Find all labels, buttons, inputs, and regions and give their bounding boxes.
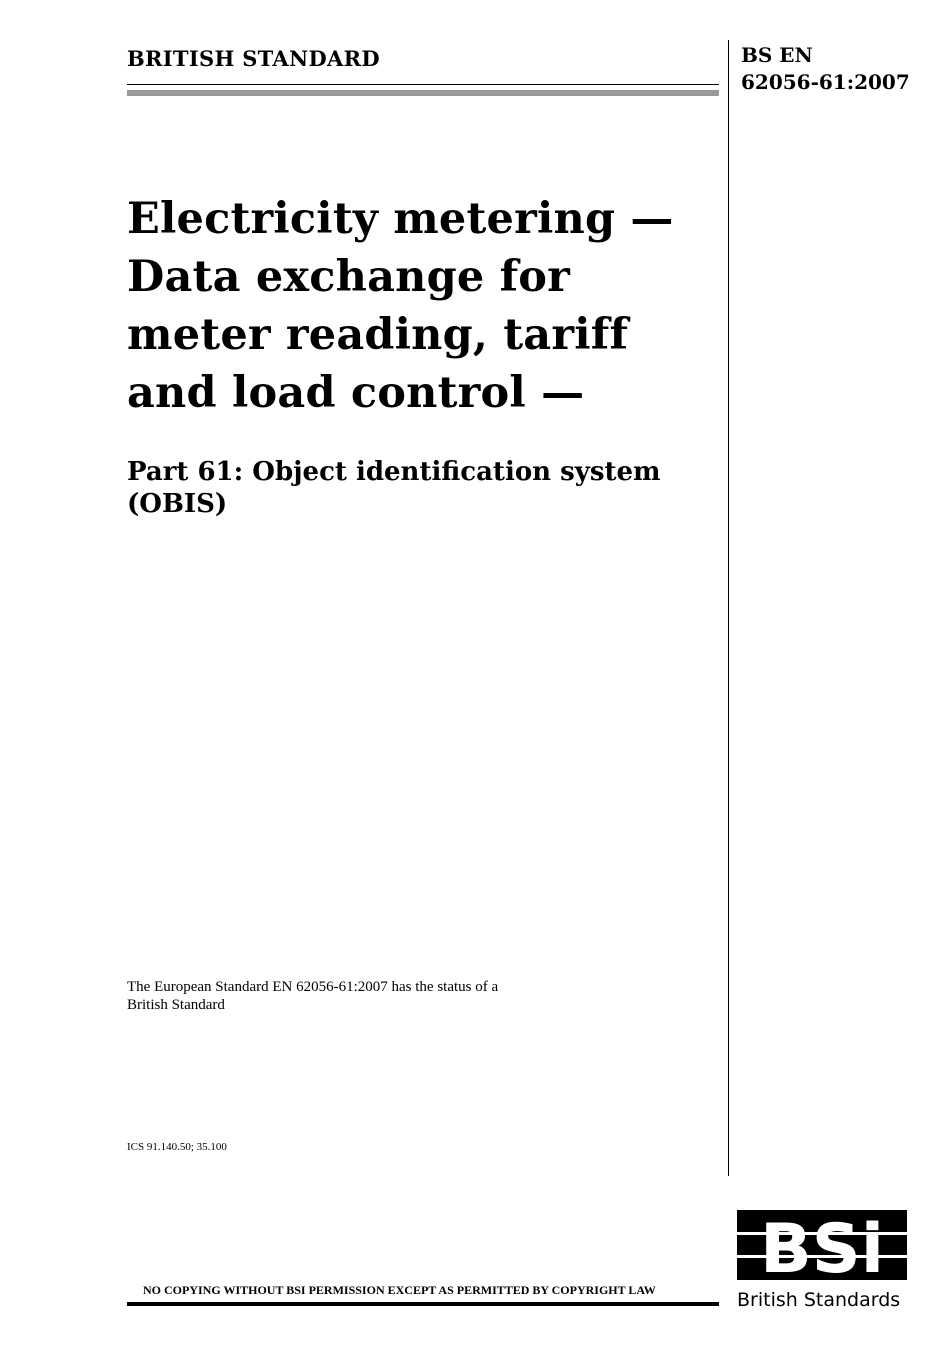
main-title <box>127 190 717 422</box>
header-label: BRITISH STANDARD <box>127 46 380 71</box>
main-title-line: meter reading, tariff <box>127 310 629 360</box>
header-rule-thick <box>127 90 719 96</box>
main-title-line: and load control — <box>127 368 585 418</box>
standard-number-line: BS EN <box>741 43 813 67</box>
status-note-line: The European Standard EN 62056-61:2007 has the status of a <box>127 979 499 995</box>
bsi-logo-icon <box>737 1210 907 1280</box>
sub-title-line: Part 61: Object identification system <box>127 457 661 487</box>
standard-number-line: 62056-61:2007 <box>741 70 910 94</box>
main-title-line: Electricity metering — <box>127 194 674 244</box>
main-title-line: Data exchange for <box>127 252 571 302</box>
sub-title <box>127 456 717 520</box>
bsi-logo-caption: British Standards <box>737 1289 901 1311</box>
vertical-divider <box>728 40 729 1176</box>
header-rule-thin <box>127 84 719 85</box>
status-note-line: British Standard <box>127 997 225 1013</box>
standard-number <box>741 42 910 96</box>
copyright-notice: NO COPYING WITHOUT BSI PERMISSION EXCEPT AS PERMITTED BY COPYRIGHT LAW <box>143 1283 656 1297</box>
bsi-logo-text: BSi <box>759 1210 885 1280</box>
footer-rule <box>127 1302 719 1306</box>
ics-code: ICS 91.140.50; 35.100 <box>127 1141 227 1153</box>
status-note <box>127 978 687 1014</box>
sub-title-line: (OBIS) <box>127 489 228 519</box>
